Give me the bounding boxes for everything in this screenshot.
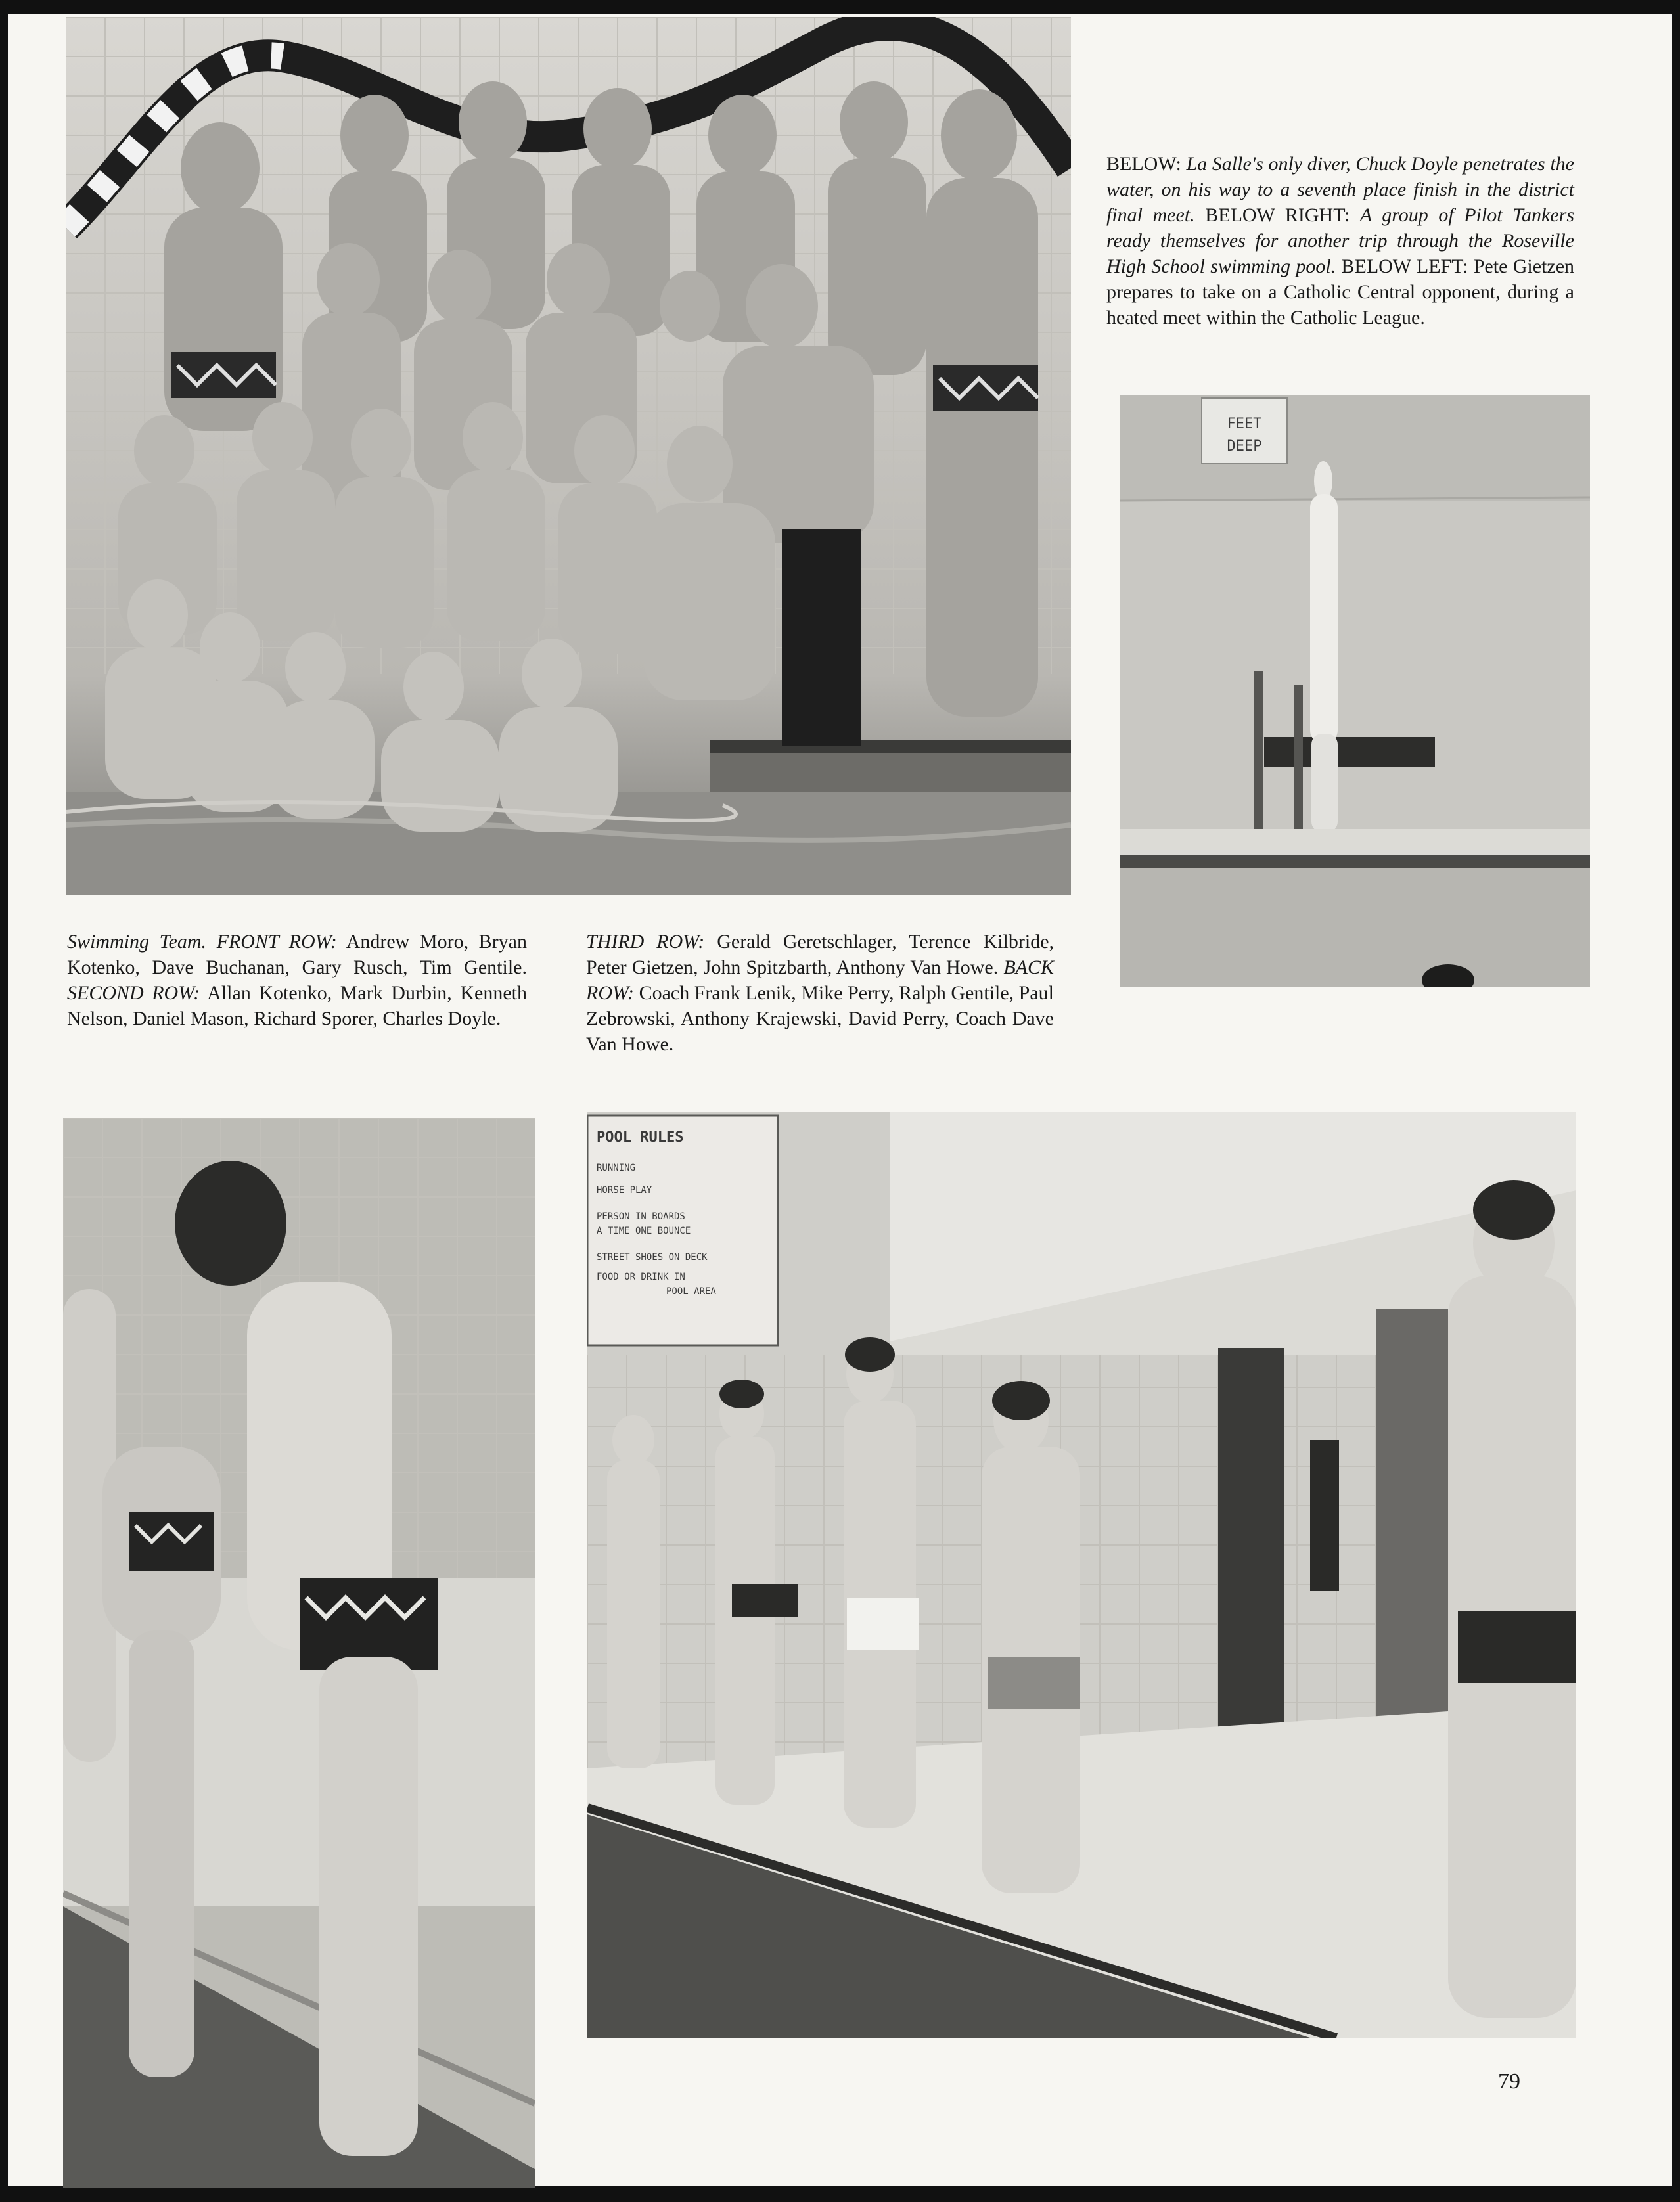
low-right-text: A group of Pilot Tankers ready themselves for another trip through the Roseville High School swimming pool. [1106,204,1575,277]
team-caption-col1 [67,929,527,1031]
yearbook-page [8,14,1672,2186]
starting-block-photo [63,1118,535,2188]
third-row-names: Gerald Geretschlager, Terence Kilbride, Peter Gietzen, John Spitzbarth, Anthony Van Howe. [586,931,1055,978]
diving-photo [1120,395,1590,987]
back-row-names: Coach Frank Lenik, Mike Perry, Ralph Gentile, Paul Zebrowski, Anthony Krajewski, David Perry, Coach Dave Van Howe. [586,982,1054,1055]
front-row-names: Andrew Moro, Bryan Kotenko, Dave Buchanan, Gary Rusch, Tim Gentile. [67,931,528,978]
pool-rules-title: POOL RULES [597,1129,684,1146]
below-text: La Salle's only diver, Chuck Doyle penetrates the water, on his way to a seventh place finish in the district final meet. [1106,153,1574,226]
pool-rules-item2: HORSE PLAY [597,1185,652,1196]
pool-rules-item7: POOL AREA [666,1286,716,1297]
pool-deck-photo [587,1112,1576,2038]
front-row-label: FRONT ROW: [216,931,337,953]
back-row-label: BACK ROW: [586,956,1055,1004]
low-left-label: BELOW LEFT: [1341,256,1468,277]
side-caption [1106,151,1574,330]
third-row-label: THIRD ROW: [586,931,705,953]
pool-rules-item5: STREET SHOES ON DECK [597,1252,708,1263]
team-photo [66,17,1071,895]
page-number: 79 [1498,2069,1520,2094]
pool-rules-item3: PERSON IN BOARDS [597,1211,685,1222]
depth-sign-line2: DEEP [1227,438,1262,455]
pool-rules-item1: RUNNING [597,1163,636,1173]
team-photo-drawing [66,17,1071,895]
second-row-names: Allan Kotenko, Mark Durbin, Kenneth Nelson, Daniel Mason, Richard Sporer, Charles Doyle. [67,982,527,1029]
pool-rules-item6: FOOD OR DRINK IN [597,1272,685,1282]
team-caption-col2 [586,929,1054,1057]
team-caption-label: Swimming Team. [67,931,207,953]
low-right-label: BELOW RIGHT: [1205,204,1350,226]
pool-rules-item4: A TIME ONE BOUNCE [597,1226,691,1236]
pool-deck-photo-drawing [587,1112,1576,2038]
diving-photo-drawing [1120,395,1590,987]
starting-block-photo-drawing [63,1118,535,2188]
depth-sign-line1: FEET [1227,416,1262,432]
low-left-text: Pete Gietzen prepares to take on a Catholic Central opponent, during a heated meet within the Catholic League. [1106,256,1575,328]
second-row-label: SECOND ROW: [67,982,200,1004]
below-label: BELOW: [1106,153,1181,175]
